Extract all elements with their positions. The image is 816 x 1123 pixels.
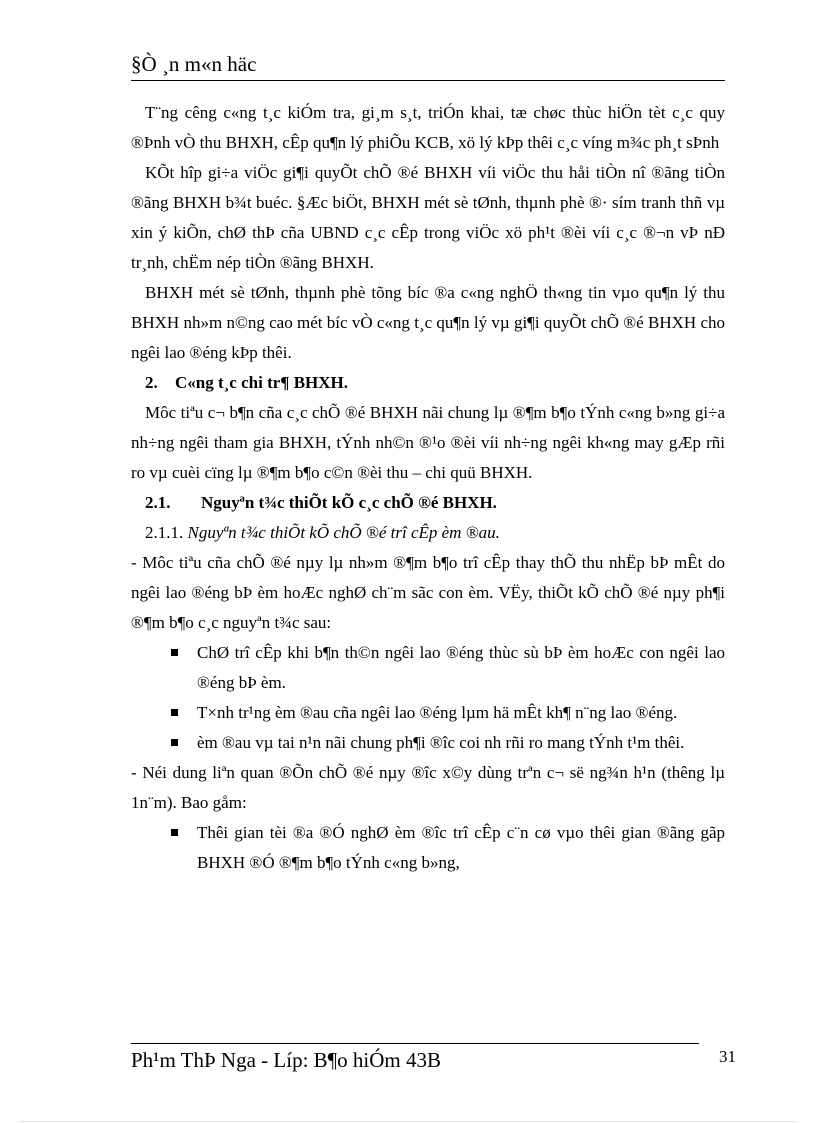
section-title: C«ng t¸c chi tr¶ BHXH.	[175, 373, 349, 392]
paragraph-1: T¨ng cêng c«ng t¸c kiÓm tra, gi¸m s¸t, triÓn khai, tæ chøc thùc hiÖn tèt c¸c quy ®Þnh vÒ thu BHXH, cÊp qu¶n lý phiÕu KCB, xö lý kÞp thêi c¸c víng m¾c ph¸t sÞnh	[131, 103, 725, 152]
list-item	[171, 638, 725, 698]
section-heading-2-1-1	[131, 518, 725, 548]
list-item-text: èm ®au vµ tai n¹n nãi chung ph¶i ®îc coi nh rñi ro mang tÝnh t¹m thêi.	[197, 733, 685, 752]
bullet-list-contents	[131, 818, 725, 878]
list-item	[171, 818, 725, 878]
section-title: Nguyªn t¾c thiÕt kÕ c¸c chÕ ®é BHXH.	[201, 493, 497, 512]
page-footer	[131, 1046, 441, 1074]
bullet-square-icon	[171, 709, 178, 716]
paragraph-6: - Néi dung liªn quan ®Õn chÕ ®é nµy ®îc x©y dùng trªn c¬ së ng¾n h¹n (thêng lµ 1n¨m). Bao gåm:	[131, 763, 725, 812]
section-number: 2.1.	[145, 493, 171, 512]
page-header	[131, 50, 725, 81]
list-item-text: ChØ trî cÊp khi b¶n th©n ngêi lao ®éng thùc sù bÞ èm hoÆc con ngêi lao ®éng bÞ èm.	[197, 643, 725, 692]
section-title: Nguyªn t¾c thiÕt kÕ chÕ ®é trî cÊp èm ®au.	[187, 523, 500, 542]
header-title: §Ò ¸n m«n häc	[131, 52, 257, 76]
list-item	[171, 698, 725, 728]
section-number: 2.	[145, 373, 158, 392]
paragraph-3: BHXH mét sè tØnh, thµnh phè tõng bíc ®a c«ng nghÖ th«ng tin vµo qu¶n lý thu BHXH nh»m n©ng cao mét bíc vÒ c«ng t¸c qu¶n lý vµ gi¶i quyÕt chÕ ®é BHXH cho ngêi lao ®éng kÞp thêi.	[131, 283, 725, 362]
list-item-text: Thêi gian tèi ®a ®Ó nghØ èm ®îc trî cÊp c¨n cø vµo thêi gian ®ãng gãp BHXH ®Ó ®¶m b¶o tÝnh c«ng b»ng,	[197, 823, 725, 872]
section-number: 2.1.1.	[145, 523, 184, 542]
page-edge-divider	[20, 1121, 796, 1122]
page-number: 31	[719, 1047, 736, 1066]
list-item-text: T×nh tr¹ng èm ®au cña ngêi lao ®éng lµm hä mÊt kh¶ n¨ng lao ®éng.	[197, 703, 678, 722]
document-body	[131, 98, 725, 878]
bullet-square-icon	[171, 649, 178, 656]
list-item	[171, 728, 725, 758]
bullet-square-icon	[171, 829, 178, 836]
section-heading-2	[131, 368, 725, 398]
section-heading-2-1	[131, 488, 725, 518]
bullet-list-principles	[131, 638, 725, 758]
bullet-square-icon	[171, 739, 178, 746]
paragraph-4: Môc tiªu c¬ b¶n cña c¸c chÕ ®é BHXH nãi chung lµ ®¶m b¶o tÝnh c«ng b»ng gi÷a nh÷ng ngêi tham gia BHXH, tÝnh nh©n ®¹o ®èi víi nh÷ng ngêi kh«ng may gÆp rñi ro vµ cuèi cïng lµ ®¶m b¶o c©n ®èi thu – chi quü BHXH.	[131, 403, 725, 482]
paragraph-5: - Môc tiªu cña chÕ ®é nµy lµ nh»m ®¶m b¶o trî cÊp thay thÕ thu nhËp bÞ mÊt do ngêi lao ®éng bÞ èm hoÆc nghØ ch¨m sãc con èm. VËy, thiÕt kÕ chÕ ®é nµy ph¶i ®¶m b¶o c¸c nguyªn t¾c sau:	[131, 553, 725, 632]
footer-author: Ph¹m ThÞ Nga - Líp: B¶o hiÓm 43B	[131, 1048, 442, 1072]
paragraph-2: KÕt hîp gi÷a viÖc gi¶i quyÕt chÕ ®é BHXH víi viÖc thu håi tiÒn nî ®ãng tiÒn ®ãng BHXH b¾t buéc. §Æc biÖt, BHXH mét sè tØnh, thµnh phè ®· sím tranh thñ vµ xin ý kiÕn, chØ thÞ cña UBND c¸c cÊp trong viÖc xö ph¹t ®èi víi c¸c ®¬n vÞ nÐ tr¸nh, chËm nép tiÒn ®ãng BHXH.	[131, 163, 725, 272]
footer-divider	[131, 1043, 699, 1044]
